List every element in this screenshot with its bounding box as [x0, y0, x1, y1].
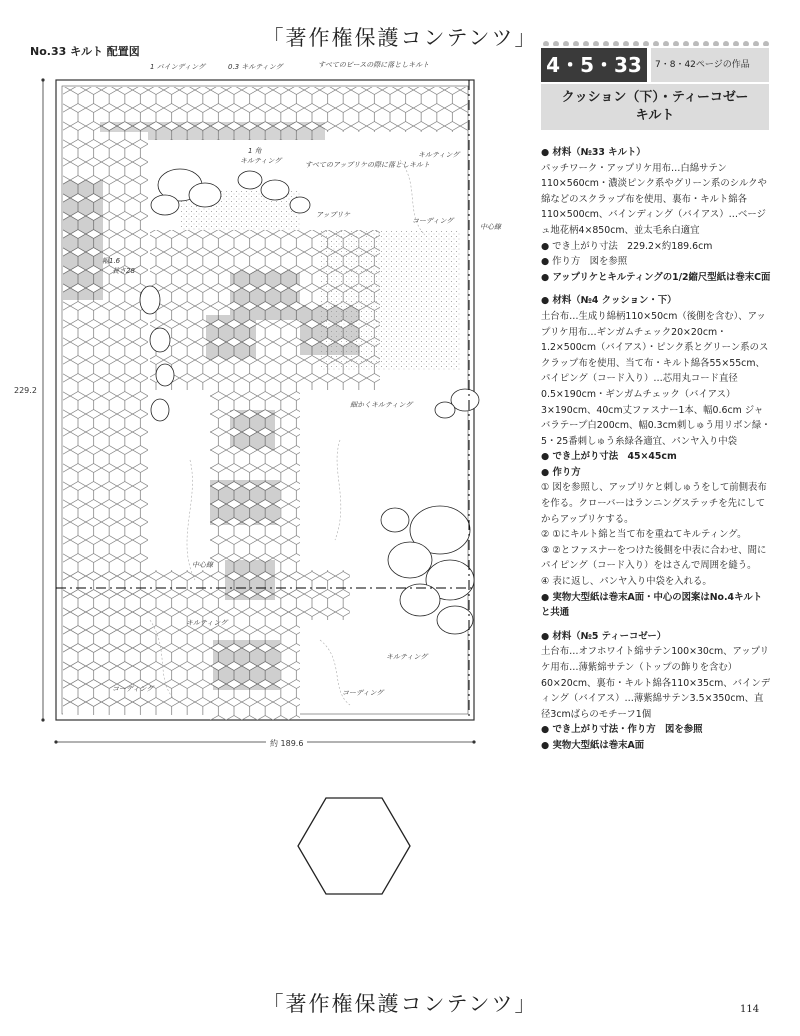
c4-step-1: ① 図を参照し、アップリケと刺しゅうをして前側表布を作る。クローバーはランニングステッチを先にしてからアップリケする。: [541, 482, 767, 525]
instructions: [541, 145, 771, 754]
c4-materials-heading: ● 材料（№4 クッション・下）: [541, 295, 677, 307]
hexagon-template: [296, 796, 412, 896]
label-center-line-a: 中心線: [480, 223, 501, 231]
label-binding: 1 バインディング: [150, 63, 205, 71]
label-cording-a: コーディング: [412, 217, 454, 225]
label-applique: アップリケ: [316, 211, 351, 219]
related-pages-note: 7・8・42ページの作品: [651, 48, 769, 82]
label-stitch-all-piece: すべてのピースの際に落としキルト: [318, 61, 430, 69]
q33-materials: パッチワーク・アップリケ用布…白綿サテン110×560cm・濃淡ピンク系やグリーン系のシルクや綿などのスクラップ布を使用、裏布・キルト綿各110×500cm、バインディング（バイアス）…ベージュ地花柄4×850cm、並太毛糸白適宜: [541, 162, 767, 236]
label-length-28: 長さ28: [112, 267, 135, 275]
label-center-line-b: 中心線: [192, 561, 213, 569]
project-title-line1: クッション（下）・ティーコゼー: [561, 90, 749, 105]
q33-size: ● でき上がり寸法 229.2×約189.6cm: [541, 240, 713, 252]
label-quilting-d: キルティング: [386, 653, 428, 661]
label-width-16: 幅1.6: [102, 257, 121, 265]
height-dimension: 229.2: [14, 386, 37, 395]
project-title-line2: キルト: [635, 108, 675, 123]
project-title: [541, 84, 769, 130]
diagram-title: No.33 キルト 配置図: [30, 45, 140, 58]
c4-step-3: ③ ②とファスナーをつけた後側を中表に合わせ、間にパイピング（コード入り）をはさんで周囲を縫う。: [541, 544, 767, 572]
c4-method-heading: ● 作り方: [541, 466, 581, 478]
stipple-quilting-area: [320, 230, 460, 370]
c4-size: ● でき上がり寸法 45×45cm: [541, 451, 677, 463]
q33-pattern: ● アップリケとキルティングの1/2縮尺型紙は巻末C面: [541, 271, 771, 283]
label-fine-quilting: 細かくキルティング: [350, 401, 413, 409]
q33-method: ● 作り方 図を参照: [541, 256, 628, 268]
t5-pattern: ● 実物大型紙は巻末A面: [541, 739, 645, 751]
label-quilting-c: キルティング: [186, 619, 228, 627]
quilt-layout-diagram: [0, 0, 540, 760]
label-cording-c: コーディング: [342, 689, 384, 697]
watermark-top: 「著作権保護コンテンツ」: [262, 26, 538, 50]
watermark-bottom: 「著作権保護コンテンツ」: [262, 992, 538, 1016]
c4-materials: 土台布…生成り綿柄110×50cm（後側を含む）、アップリケ用布…ギンガムチェック20×20cm・1.2×500cm（バイアス）・ピンク系とグリーン系のスクラップ布を使用、当て布・キルト綿各55×55cm、パイピング（コード入り）…芯用丸コード直径0.5×190cm・ギンガムチェック（バイアス）3×190cm、40cm丈ファスナー1本、幅0.6cm ジャバラテープ白200cm、幅0.3cm刺しゅう用リボン緑・5・25番刺しゅう糸緑各適宜、パンヤ入り中袋: [541, 310, 771, 447]
t5-materials: 土台布…オフホワイト綿サテン100×30cm、アップリケ用布…薄紫綿サテン（トップの飾りを含む）60×20cm、裏布・キルト綿各110×35cm、バインディング（バイアス）…薄紫綿サテン3.5×350cm、直径3cmばらのモチーフ1個: [541, 646, 771, 720]
scallop-border: [540, 36, 770, 46]
width-dimension: 約 189.6: [266, 738, 307, 749]
c4-pattern: ● 実物大型紙は巻末A面・中心の図案はNo.4キルトと共通: [541, 591, 763, 619]
c4-step-4: ④ 表に返し、パンヤ入り中袋を入れる。: [541, 576, 712, 588]
c4-step-2: ② ①にキルト綿と当て布を重ねてキルティング。: [541, 529, 747, 541]
t5-size: ● でき上がり寸法・作り方 図を参照: [541, 724, 703, 736]
page-number: 114: [740, 1004, 760, 1015]
label-grid-1: 1 角: [248, 147, 262, 155]
project-number-badge: 4・5・33: [541, 48, 647, 82]
label-cording-b: コーディング: [112, 685, 154, 693]
t5-materials-heading: ● 材料（№5 ティーコゼー）: [541, 630, 667, 642]
label-drop-all-applique: すべてのアップリケの際に落としキルト: [305, 161, 430, 169]
label-quilting-a: キルティング: [240, 157, 282, 165]
label-quilting-b: キルティング: [418, 151, 460, 159]
label-quilting-03: 0.3 キルティング: [228, 63, 283, 71]
q33-materials-heading: ● 材料（№33 キルト）: [541, 147, 646, 158]
